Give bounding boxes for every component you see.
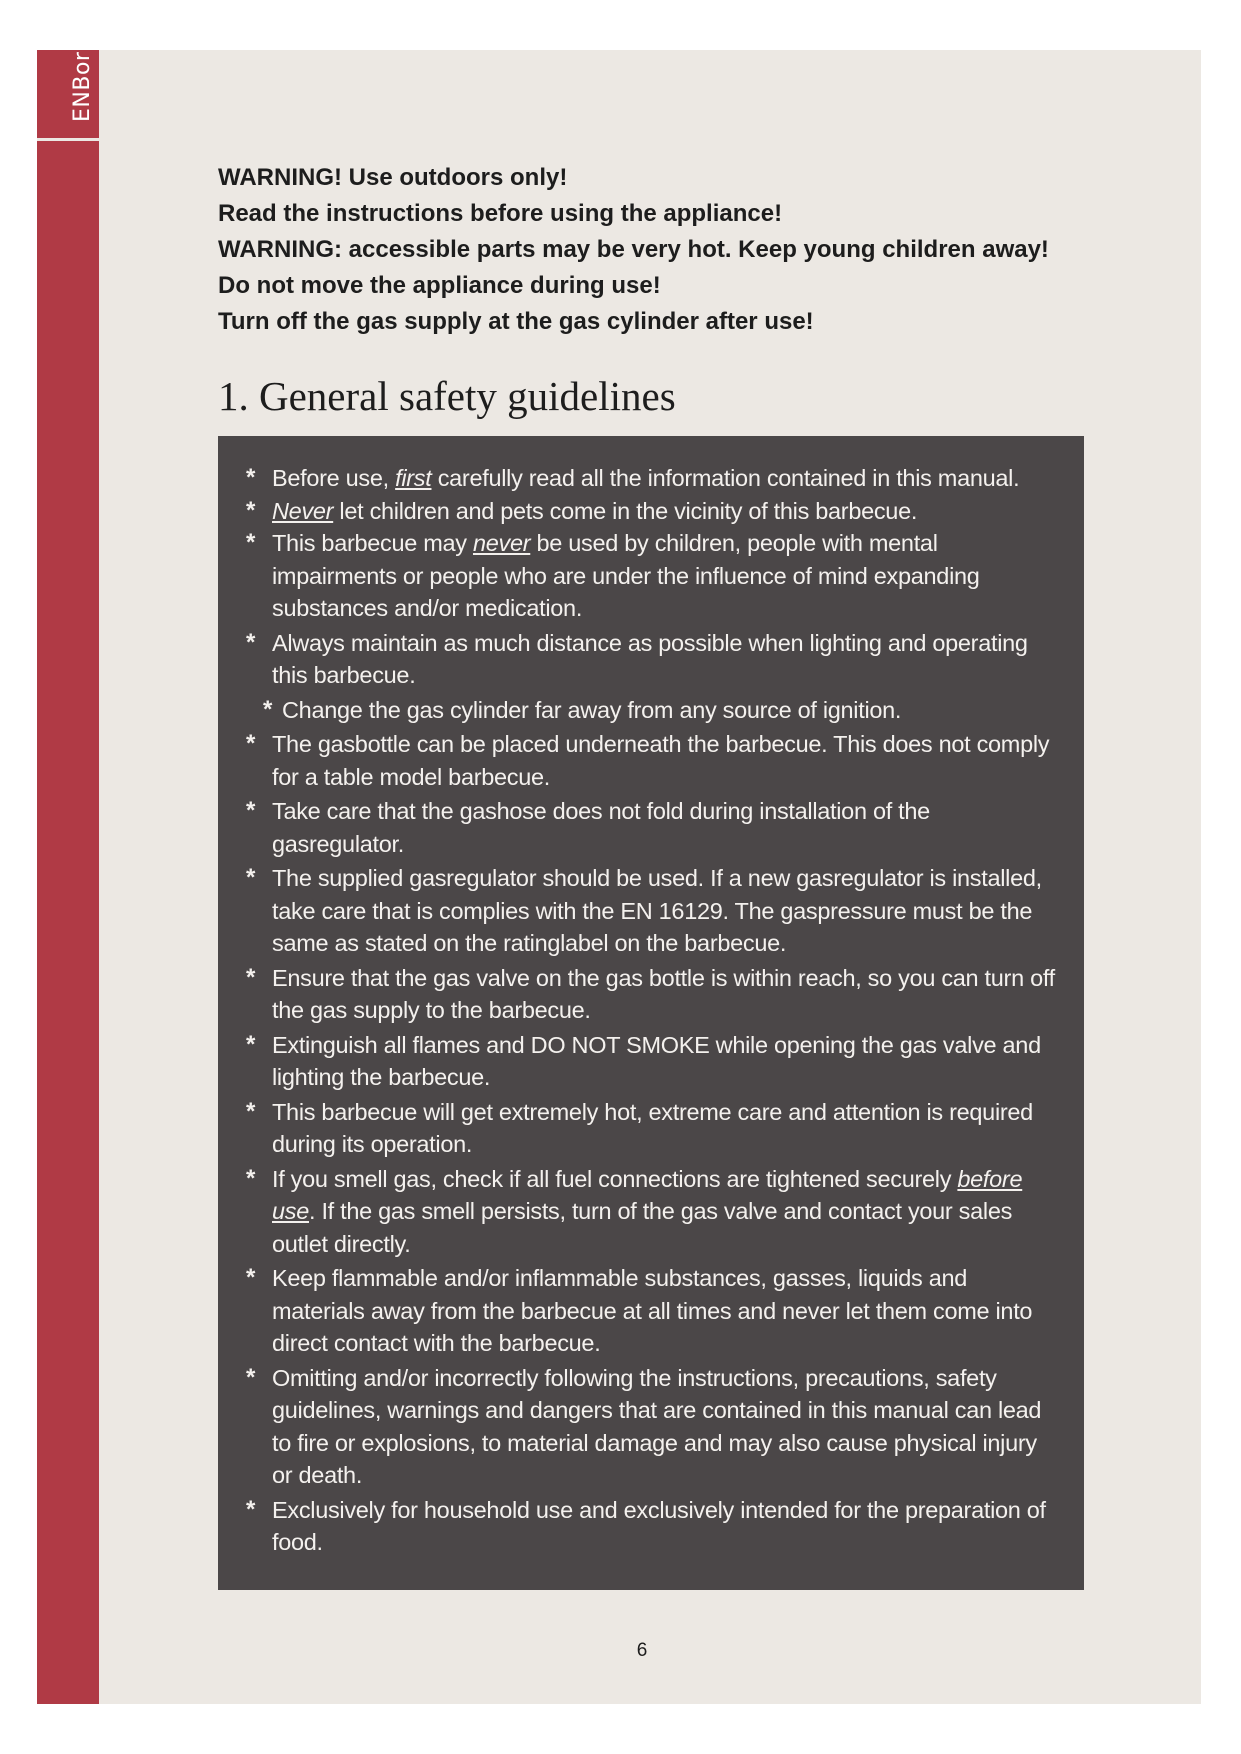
list-item: * Before use, first carefully read all the information contained in this manual. bbox=[246, 462, 1056, 495]
list-item: * Omitting and/or incorrectly following the instructions, precautions, safety guidelines, warnings and dangers that are contained in this manual can lead to fire or explosions, to material damage and may also cause physical injury or death. bbox=[246, 1363, 1042, 1488]
bullet-asterisk-icon: * bbox=[246, 1030, 256, 1058]
list-item: * The supplied gasregulator should be used. If a new gasregulator is installed, take care that is complies with the EN 16129. The gaspressure must be the same as stated on the ratinglabel on the barbecue. bbox=[246, 864, 1042, 956]
guidelines-list bbox=[246, 462, 1056, 1559]
bullet-asterisk-icon: * bbox=[246, 963, 256, 991]
list-item: * This barbecue may never be used by children, people with mental impairments or people who are under the influence of mind expanding substances and/or medication. bbox=[246, 529, 980, 621]
warning-line: WARNING: accessible parts may be very hot. Keep young children away! bbox=[218, 236, 1049, 263]
bullet-asterisk-icon: * bbox=[263, 695, 273, 723]
list-item: * Change the gas cylinder far away from any source of ignition. bbox=[246, 694, 1056, 727]
bullet-asterisk-icon: * bbox=[246, 1097, 256, 1125]
emphasis-text: never bbox=[472, 530, 531, 556]
bullet-asterisk-icon: * bbox=[246, 628, 256, 656]
list-item: * This barbecue will get extremely hot, extreme care and attention is required during its operation. bbox=[246, 1097, 1033, 1157]
side-accent-bar bbox=[37, 50, 99, 1704]
warning-line: WARNING! Use outdoors only! bbox=[218, 164, 568, 191]
warning-line: Turn off the gas supply at the gas cylinder after use! bbox=[218, 308, 814, 335]
bullet-asterisk-icon: * bbox=[246, 1363, 256, 1391]
list-item: * If you smell gas, check if all fuel connections are tightened securely before use. If the gas smell persists, turn of the gas valve and contact your sales outlet directly. bbox=[246, 1164, 1023, 1257]
bullet-asterisk-icon: * bbox=[246, 797, 256, 824]
bullet-asterisk-icon: * bbox=[246, 1495, 256, 1523]
emphasis-text: Never bbox=[272, 497, 334, 524]
warning-line: Read the instructions before using the appliance! bbox=[218, 200, 783, 227]
list-item: * Extinguish all flames and DO NOT SMOKE while opening the gas valve and lighting the barbecue. bbox=[246, 1030, 1041, 1090]
bullet-asterisk-icon: * bbox=[246, 1164, 256, 1192]
bullet-asterisk-icon: * bbox=[246, 1264, 256, 1291]
section-title: 1. General safety guidelines bbox=[218, 373, 676, 419]
warning-block bbox=[218, 160, 1118, 340]
list-item: * Always maintain as much distance as possible when lighting and operating this barbecue. bbox=[246, 628, 1028, 688]
list-item: * Keep flammable and/or inflammable substances, gasses, liquids and materials away from the barbecue at all times and never let them come into direct contact with the barbecue. bbox=[246, 1264, 1033, 1356]
language-tab-label: ENBor bbox=[70, 51, 95, 122]
list-item: * Never let children and pets come in the vicinity of this barbecue. bbox=[246, 495, 1056, 528]
bullet-asterisk-icon: * bbox=[246, 730, 256, 757]
emphasis-text: first bbox=[395, 465, 432, 491]
warning-line: Do not move the appliance during use! bbox=[218, 272, 661, 299]
list-item: * Ensure that the gas valve on the gas bottle is within reach, so you can turn off the gas supply to the barbecue. bbox=[246, 963, 1055, 1023]
emphasis-text: before use bbox=[272, 1165, 1023, 1224]
page-number: 6 bbox=[636, 1640, 648, 1661]
bullet-asterisk-icon: * bbox=[246, 864, 256, 891]
list-item: * Take care that the gashose does not fold during installation of the gasregulator. bbox=[246, 797, 930, 857]
bullet-asterisk-icon: * bbox=[246, 529, 256, 556]
list-item: * Exclusively for household use and exclusively intended for the preparation of food. bbox=[246, 1495, 1046, 1555]
safety-guidelines-panel bbox=[218, 436, 1084, 1590]
list-item: * The gasbottle can be placed underneath the barbecue. This does not comply for a table model barbecue. bbox=[246, 730, 1050, 790]
bullet-asterisk-icon: * bbox=[246, 496, 256, 524]
bullet-asterisk-icon: * bbox=[246, 464, 256, 491]
